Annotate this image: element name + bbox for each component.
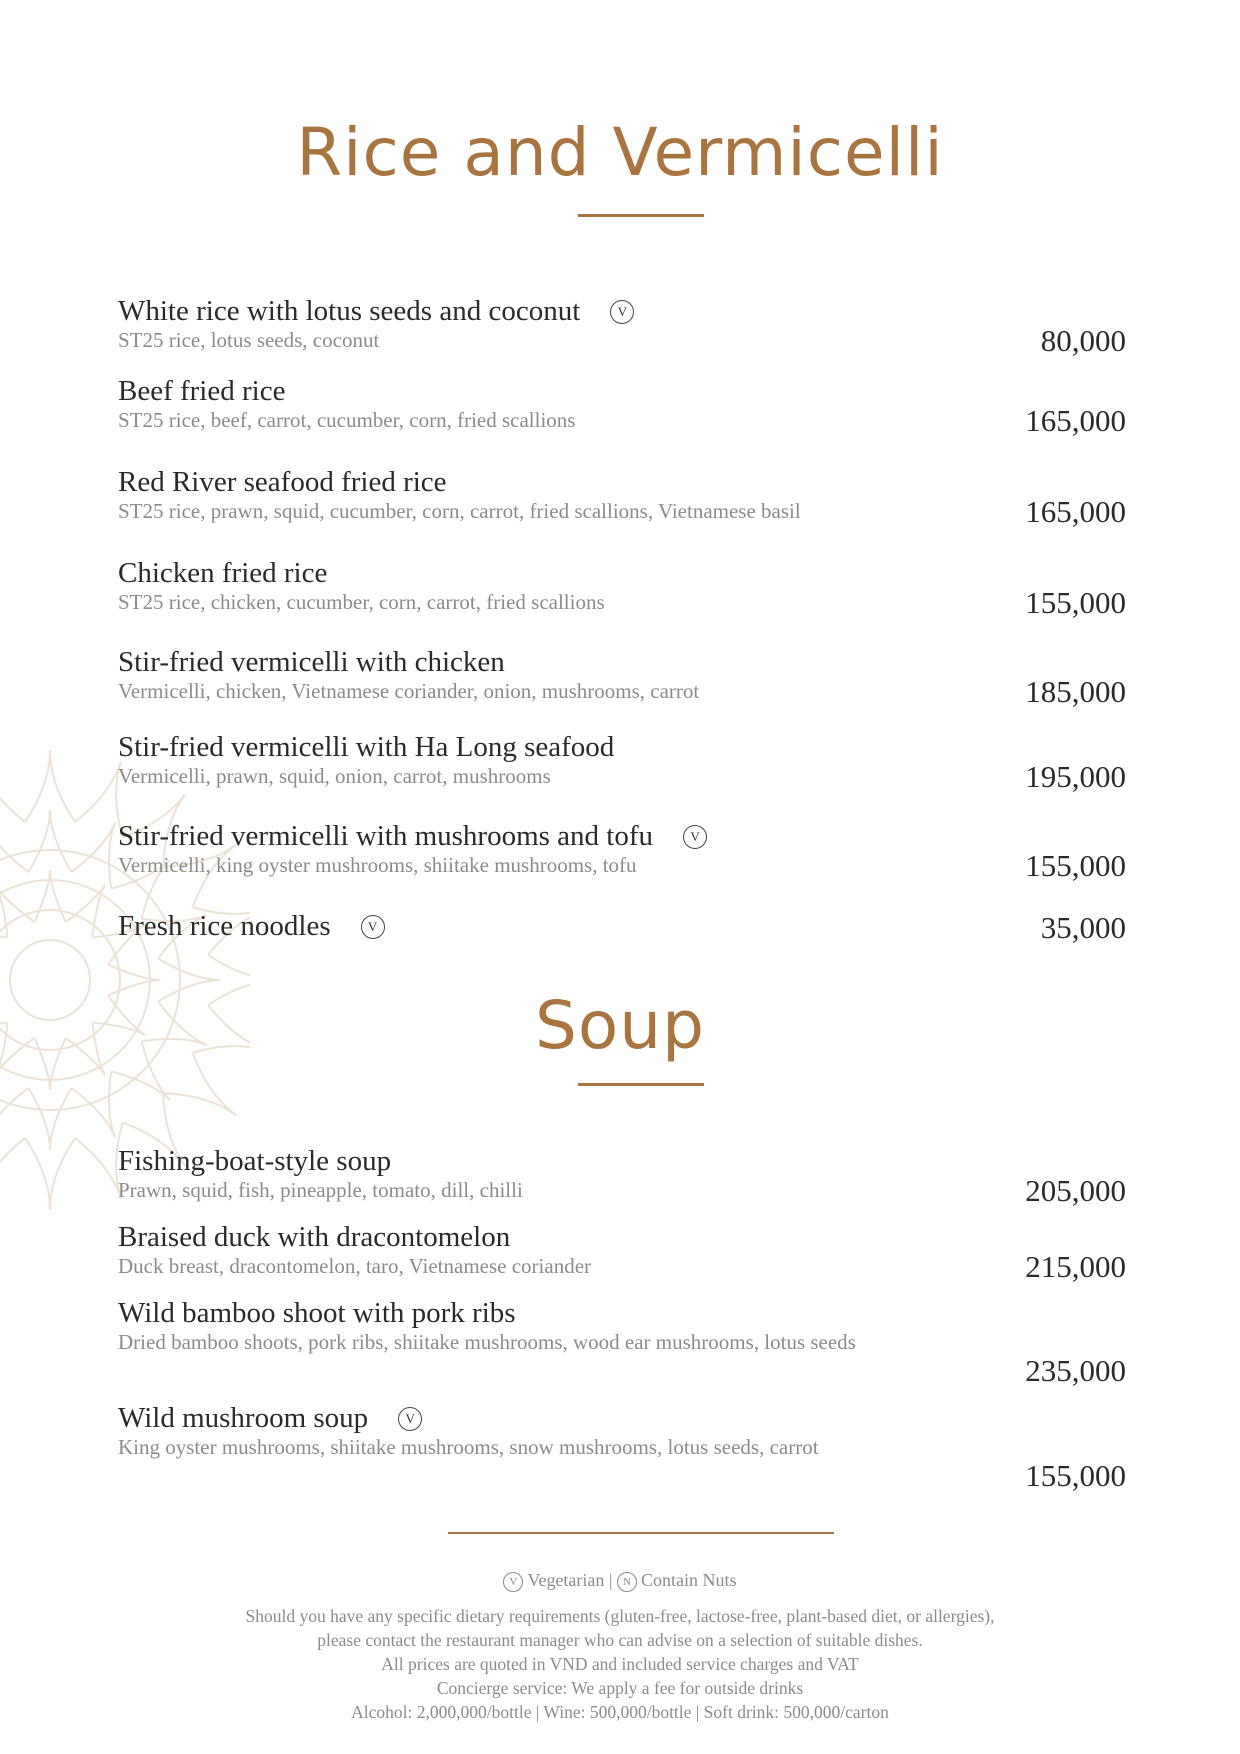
- item-price: 185,000: [1025, 674, 1126, 709]
- vegetarian-icon: V: [361, 915, 385, 939]
- item-price: 195,000: [1025, 759, 1126, 794]
- mandala-petal: [0, 885, 34, 938]
- item-description: ST25 rice, lotus seeds, coconut: [118, 328, 380, 352]
- section-title-rice: Rice and Vermicelli: [296, 114, 944, 191]
- mandala-petal: [71, 1071, 115, 1137]
- item-price: 235,000: [1025, 1353, 1126, 1388]
- item-description: ST25 rice, chicken, cucumber, corn, carrot, fried scallions: [118, 590, 605, 614]
- menu-item: [118, 1221, 1126, 1284]
- menu-item: [118, 1145, 1126, 1208]
- section-title-soup: Soup: [535, 987, 705, 1064]
- section-title-rule: [578, 214, 704, 217]
- item-name: Stir-fried vermicelli with mushrooms and tofu V: [118, 820, 1126, 852]
- item-price: 155,000: [1025, 1458, 1126, 1493]
- note-line: please contact the restaurant manager who can advise on a selection of suitable dishes.: [317, 1630, 923, 1650]
- section-title-rule: [578, 1083, 704, 1086]
- menu-item: [118, 1402, 1126, 1493]
- item-description: ST25 rice, prawn, squid, cucumber, corn, carrot, fried scallions, Vietnamese basil: [118, 499, 801, 523]
- item-name: Wild bamboo shoot with pork ribs: [118, 1297, 516, 1329]
- item-description: ST25 rice, beef, carrot, cucumber, corn, fried scallions: [118, 408, 576, 432]
- vegetarian-icon: V: [503, 1572, 523, 1592]
- legend-nuts-label: Contain Nuts: [641, 1570, 737, 1590]
- item-price: 165,000: [1025, 403, 1126, 438]
- note-line: Should you have any specific dietary requirements (gluten-free, lactose-free, plant-based diet, or allergies),: [245, 1606, 995, 1626]
- menu-item: [118, 1297, 1126, 1388]
- item-name: Wild mushroom soup V: [118, 1402, 1126, 1434]
- mandala-petal: [71, 823, 115, 889]
- mandala-petal: [29, 1088, 72, 1150]
- nuts-icon: N: [617, 1572, 637, 1592]
- mandala-petal: [108, 964, 160, 995]
- mandala-petal: [75, 1123, 123, 1199]
- mandala-petal: [0, 1123, 25, 1199]
- legend-separator: |: [608, 1570, 613, 1590]
- item-description: Prawn, squid, fish, pineapple, tomato, dill, chilli: [118, 1178, 523, 1202]
- menu-item: [118, 910, 1126, 945]
- note-line: Concierge service: We apply a fee for outside drinks: [436, 1678, 804, 1698]
- item-description: Vermicelli, prawn, squid, onion, carrot, mushrooms: [118, 764, 551, 788]
- item-name: Fresh rice noodles V: [118, 910, 1126, 942]
- mandala-petal: [75, 761, 123, 837]
- item-description: Dried bamboo shoots, pork ribs, shiitake mushrooms, wood ear mushrooms, lotus seeds: [118, 1330, 856, 1354]
- item-description: Vermicelli, chicken, Vietnamese coriander, onion, mushrooms, carrot: [118, 679, 700, 703]
- item-price: 215,000: [1025, 1249, 1126, 1284]
- vegetarian-icon: V: [683, 825, 707, 849]
- menu-item: [118, 375, 1126, 438]
- item-name: Fishing-boat-style soup: [118, 1145, 392, 1177]
- menu-item: [118, 646, 1126, 709]
- item-description: Vermicelli, king oyster mushrooms, shiitake mushrooms, tofu: [118, 853, 637, 877]
- vegetarian-icon: V: [398, 1407, 422, 1431]
- item-price: 205,000: [1025, 1173, 1126, 1208]
- item-name: Beef fried rice: [118, 375, 286, 407]
- menu-item: [118, 466, 1126, 529]
- item-price: 35,000: [1040, 910, 1126, 945]
- footer-rule: [448, 1532, 834, 1534]
- mandala-petal: [163, 1053, 236, 1116]
- menu-item: [118, 557, 1126, 620]
- item-description: King oyster mushrooms, shiitake mushrooms, snow mushrooms, lotus seeds, carrot: [118, 1435, 819, 1459]
- menu-item: [118, 820, 1126, 883]
- mandala-petal: [0, 761, 25, 837]
- item-name: Stir-fried vermicelli with chicken: [118, 646, 505, 678]
- item-name: Stir-fried vermicelli with Ha Long seafood: [118, 731, 615, 763]
- menu-item: [118, 295, 1126, 358]
- item-price: 155,000: [1025, 585, 1126, 620]
- item-price: 80,000: [1040, 323, 1126, 358]
- item-name: Braised duck with dracontomelon: [118, 1221, 511, 1253]
- item-description: Duck breast, dracontomelon, taro, Vietnamese coriander: [118, 1254, 592, 1278]
- footer-notes: [0, 1604, 1240, 1724]
- item-name: Red River seafood fried rice: [118, 466, 447, 498]
- note-line: All prices are quoted in VND and included service charges and VAT: [381, 1654, 859, 1674]
- mandala-petal: [34, 870, 65, 922]
- legend-vegetarian-label: Vegetarian: [527, 1570, 605, 1590]
- legend: [0, 1570, 1240, 1592]
- item-price: 165,000: [1025, 494, 1126, 529]
- item-name: Chicken fried rice: [118, 557, 328, 589]
- item-price: 155,000: [1025, 848, 1126, 883]
- menu-item: [118, 731, 1126, 794]
- vegetarian-icon: V: [610, 300, 634, 324]
- item-name: White rice with lotus seeds and coconut V: [118, 295, 1126, 327]
- mandala-petal: [29, 810, 72, 872]
- note-line: Alcohol: 2,000,000/bottle | Wine: 500,000/bottle | Soft drink: 500,000/carton: [351, 1702, 889, 1722]
